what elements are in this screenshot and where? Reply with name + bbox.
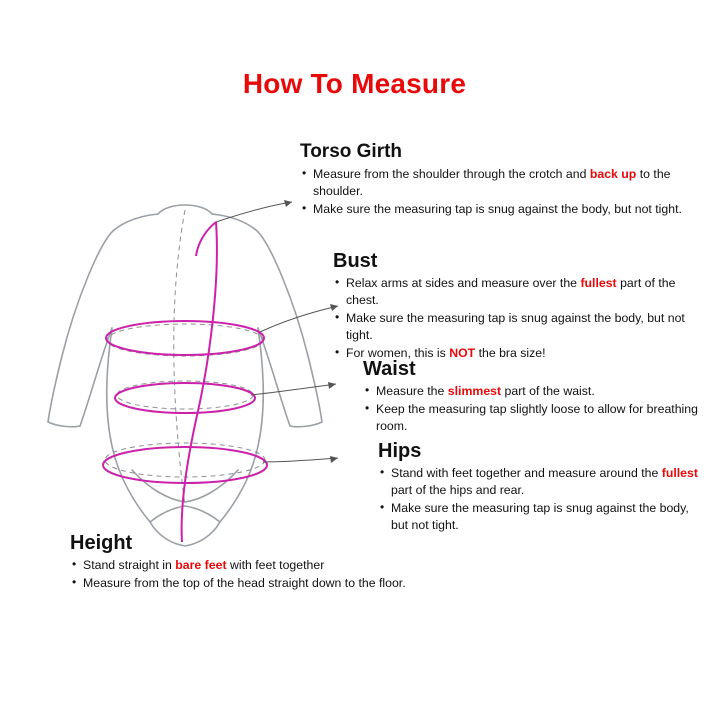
list-item: • Make sure the measuring tap is snug against the body, but not tight. (333, 310, 705, 344)
section-hips (378, 440, 698, 535)
torso-girth-tape (182, 222, 217, 542)
emphasis-back-up: back up (589, 166, 637, 181)
bust-tape-loop (106, 321, 264, 355)
list-item: • Make sure the measuring tap is snug against the body, but not tight. (378, 500, 698, 534)
body-outline-icon (48, 205, 322, 546)
bullet-list-torso (300, 166, 700, 218)
section-heading-hips: Hips (378, 440, 422, 462)
waist-tape-loop (115, 383, 255, 413)
list-item: • Keep the measuring tap slightly loose to allow for breathing room. (363, 401, 705, 435)
emphasis-fullest-hips: fullest (661, 466, 698, 480)
section-height (70, 532, 520, 593)
section-waist (363, 358, 705, 436)
bullet-list-waist (363, 383, 705, 435)
list-item: • Measure from the shoulder through the crotch and back up to the shoulder. (300, 166, 700, 200)
list-item: • Measure from the top of the head straight down to the floor. (70, 575, 520, 592)
list-item: • Measure the slimmest part of the waist. (363, 383, 705, 400)
list-item: • Make sure the measuring tap is snug against the body, but not tight. (300, 201, 700, 218)
section-heading-height: Height (70, 532, 133, 554)
page-title: How To Measure (242, 68, 467, 99)
emphasis-fullest: fullest (580, 276, 617, 290)
list-item: • For women, this is NOT the bra size! (333, 345, 705, 362)
bullet-list-height (70, 557, 520, 592)
emphasis-bare-feet: bare feet (175, 558, 227, 572)
section-heading-torso: Torso Girth (300, 141, 403, 162)
emphasis-slimmest: slimmest (447, 384, 502, 398)
section-torso-girth (300, 142, 700, 219)
guide-lines (105, 210, 265, 506)
list-item: • Stand straight in bare feet with feet together (70, 557, 520, 574)
bullet-list-hips (378, 465, 698, 534)
list-item: • Stand with feet together and measure around the fullest part of the hips and rear. (378, 465, 698, 499)
body-diagram (20, 170, 350, 570)
section-heading-waist: Waist (363, 358, 416, 380)
list-item: • Relax arms at sides and measure over the fullest part of the chest. (333, 275, 705, 309)
emphasis-not: NOT (449, 345, 476, 360)
section-heading-bust: Bust (333, 250, 378, 272)
bullet-list-bust (333, 275, 705, 362)
section-bust (333, 250, 705, 363)
